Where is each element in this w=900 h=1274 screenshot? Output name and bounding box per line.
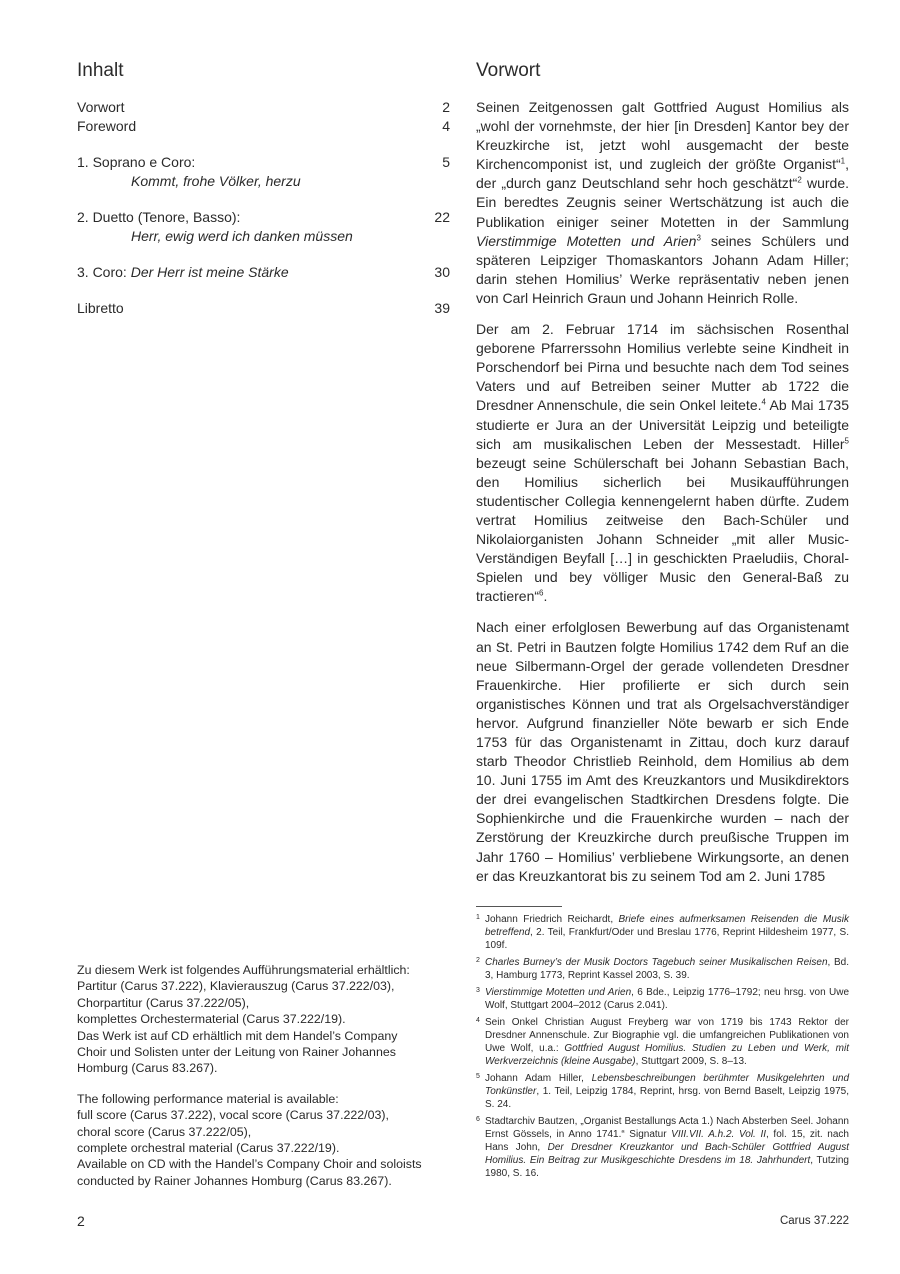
toc-entry-title-italic: Der Herr ist meine Stärke <box>130 264 289 280</box>
footnote-ref[interactable]: 3 <box>696 233 701 242</box>
toc-entry-page: 22 <box>434 209 450 225</box>
toc-entry-page: 39 <box>434 300 450 316</box>
table-of-contents <box>77 98 450 335</box>
toc-entry-foreword[interactable] <box>77 117 450 136</box>
vorwort-paragraph-1: Seinen Zeitgenossen galt Gottfried August Homilius als „wohl der vornehmste, der hier [in Dresden] Kantor bey der Kreuzkirche ist, jetzt wohl ausgemacht der beste Kirchencomponist ist, und zugleich der größte Organist“$^1$, der „durch ganz Deutschland sehr hoch geschätzt“$^2$ wurde. Ein beredtes Zeugnis seiner Wertschätzung ist auch die Publikation einiger seiner Motetten in der Sammlung Vierstimmige Motetten und Arien$^3$ seines Schülers und späteren Leipziger Thomaskantors Johann Adam Hiller; darin stehen Homilius’ Werke repräsentativ neben jenen von Carl Heinrich Graun und Johann Heinrich Rolle. <box>476 99 849 306</box>
toc-entry-page: 5 <box>442 154 450 170</box>
footnote-ref[interactable]: 4 <box>761 397 766 407</box>
toc-entry-movement-3[interactable] <box>77 263 450 282</box>
footnotes <box>476 913 849 1184</box>
footnote-divider <box>476 906 562 907</box>
toc-entry-page: 30 <box>434 264 450 280</box>
footnote-ref[interactable]: 2 <box>797 175 802 185</box>
footnote: 4 Sein Onkel Christian August Freyberg war von 1719 bis 1743 Rektor der Dresdner Annenschule. Zur Biographie vgl. die umfangreichen Publikationen von Uwe Wolf, u.a.: Gottfried August Homilius. Studien zu Leben und Werk, mit Werkverzeichnis (kleine Ausgabe), Stuttgart 2009, S. 8–13. <box>476 1017 849 1067</box>
toc-entry-title: 3. Coro: <box>77 264 127 280</box>
toc-entry-movement-2[interactable] <box>77 208 450 246</box>
footnote-ref[interactable]: 6 <box>539 588 544 598</box>
footnote: 6 Stadtarchiv Bautzen, „Organist Bestallungs Acta 1.) Nach Absterben Seel. Johann Ernst Gössels, in Anno 1741.“ Signatur VIII.VII. A.h.2. Vol. II, fol. 15, zit. nach Hans John, Der Dresdner Kreuzkantor und Bach-Schüler Gottfried August Homilius. Ein Beitrag zur Musikgeschichte Dresdens im 18. Jahrhundert, Tutzing 1980, S. 16. <box>476 1116 849 1179</box>
footnote: 2 Charles Burney’s der Musik Doctors Tagebuch seiner Musikalischen Reisen, Bd. 3, Hamburg 1773, Reprint Kassel 2003, S. 39. <box>476 957 850 981</box>
catalog-reference: Carus 37.222 <box>779 1215 849 1227</box>
vorwort-heading: Vorwort <box>476 60 541 81</box>
toc-entry-vorwort[interactable] <box>77 98 450 117</box>
toc-entry-libretto[interactable] <box>77 299 450 318</box>
footnote-ref[interactable]: 1 <box>840 156 846 166</box>
toc-entry-page: 4 <box>442 118 450 134</box>
footnote: 3 Vierstimmige Motetten und Arien, 6 Bde., Leipzig 1776–1792; neu hrsg. von Uwe Wolf, Stuttgart 2004–2012 (Carus 2.041). <box>476 987 850 1011</box>
toc-heading: Inhalt <box>77 60 124 81</box>
toc-entry-title: 1. Soprano e Coro: <box>77 154 196 170</box>
toc-entry-title: Vorwort <box>77 99 125 115</box>
toc-entry-title: Libretto <box>77 300 124 316</box>
footnote: 5 Johann Adam Hiller, Lebensbeschreibungen berühmter Musikgelehrten und Tonkünstler, 1. Teil, Leipzig 1784, Reprint, hrsg. von Bernd Baselt, Leipzig 1975, S. 24. <box>476 1073 849 1110</box>
vorwort-text <box>476 98 849 898</box>
toc-entry-title: Foreword <box>77 118 137 134</box>
toc-entry-subtitle: Herr, ewig werd ich danken müssen <box>131 228 353 244</box>
toc-entry-movement-1[interactable] <box>77 153 450 191</box>
toc-entry-title: 2. Duetto (Tenore, Basso): <box>77 209 241 225</box>
vorwort-paragraph-2: Der am 2. Februar 1714 im sächsischen Rosenthal geborene Pfarrerssohn Homilius verlebte seine Kindheit in Porschendorf bei Pirna und besuchte nach dem Tod seines Vaters und auf Betreiben seiner Mutter ab 1722 die Dresdner Annenschule, die sein Onkel leitete.$^4$ Ab Mai 1735 studierte er Jura an der Universität Leipzig und beteiligte sich am musikalischen Leben der Messestadt. Hiller$^5$ bezeugt seine Schülerschaft bei Johann Sebastian Bach, den Homilius sicherlich bei Musikaufführungen studentischer Collegia kennengelernt haben dürfte. Zudem vertrat Homilius zeitweise den Bach-Schüler und Nikolaiorganisten Johann Schneider „mit aller Music-Verständigen Beyfall […] in geschickten Praeludiis, Choral-Spielen und bey völliger Music den General-Baß zu tractieren“$^6$. <box>476 321 850 605</box>
toc-entry-subtitle: Kommt, frohe Völker, herzu <box>131 173 301 189</box>
vorwort-paragraph-3: Nach einer erfolglosen Bewerbung auf das Organistenamt an St. Petri in Bautzen folgte Homilius 1742 dem Ruf an die neue Silbermann-Orgel der gerade vollendeten Dresdner Frauenkirche. Hier profilierte er sich durch sein organistisches Können und trat als Orgelsachverständiger hervor. Aufgrund finanzieller Nöte bewarb er sich Ende 1753 für das Organistenamt in Zittau, doch kurz darauf starb Theodor Christlieb Reinhold, dem Homilius ab dem 10. Juni 1755 im Amt des Kreuzkantors und Musikdirektors der drei evangelischen Stadtkirchen Dresdens folgte. Die Sophienkirche und die Frauenkirche wurden – nach der Zerstörung der Kreuzkirche durch preußische Truppen im Jahr 1760 – Homilius’ verbliebene Wirkungsorte, an denen er das Kreuzkantorat bis zu seinem Tod am 2. Juni 1785 <box>476 619 849 884</box>
performance-material-note <box>77 962 453 1203</box>
performance-material-german: Zu diesem Werk ist folgendes Aufführungsmaterial erhältlich: Partitur (Carus 37.222), Klavierauszug (Carus 37.222/03), Chorpartitur (Carus 37.222/05), komplettes Orchestermaterial (Carus 37.222/19). Das Werk ist auf CD erhältlich mit dem Handel’s Company Choir und Solisten unter der Leitung von Rainer Johannes Homburg (Carus 83.267). <box>77 963 410 1076</box>
footnote-ref[interactable]: 5 <box>844 435 849 445</box>
performance-material-english: The following performance material is available: full score (Carus 37.222), vocal score (Carus 37.222/03), choral score (Carus 37.222/05), complete orchestral material (Carus 37.222/19). Available on CD with the Handel’s Company Choir and soloists conducted by Rainer Johannes Homburg (Carus 83.267). <box>77 1091 422 1188</box>
page-number: 2 <box>77 1213 85 1229</box>
toc-entry-page: 2 <box>442 99 450 115</box>
footnote: 1 Johann Friedrich Reichardt, Briefe eines aufmerksamen Reisenden die Musik betreffend, 2. Teil, Frankfurt/Oder und Breslau 1776, Reprint Hildesheim 1977, S. 109f. <box>476 914 849 951</box>
